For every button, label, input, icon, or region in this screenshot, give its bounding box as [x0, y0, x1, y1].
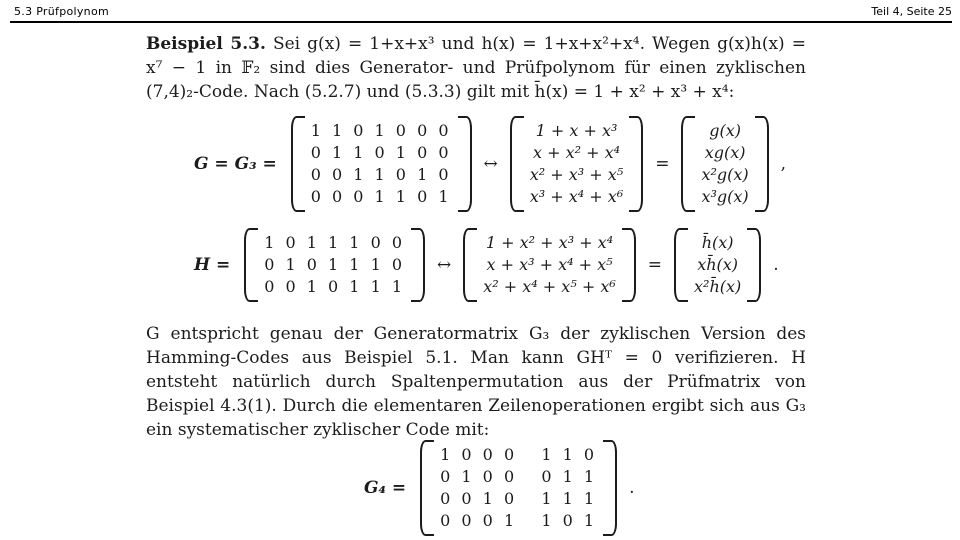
example-label: Beispiel 5.3.: [146, 34, 266, 54]
right-paren: [458, 116, 472, 212]
example-paragraph: [146, 32, 806, 104]
right-paren: [622, 228, 636, 302]
matrix-row: 0 1 0 1 1 1 0: [264, 255, 406, 274]
left-paren: [420, 440, 434, 536]
equation-G4-lhs: G₄ =: [364, 478, 407, 498]
equation-G4: [364, 440, 641, 536]
punctuation: .: [773, 255, 779, 275]
slide-header: [0, 0, 960, 24]
left-paren: [510, 116, 524, 212]
matrix-row: 0 0 1 1 0 1 0: [310, 165, 452, 184]
matrix-row: 0 0 0 1 1 0 1: [440, 511, 598, 530]
matrix-row: x³g(x): [701, 187, 749, 206]
slide-title: 5.3 Prüfpolynom: [14, 5, 109, 18]
right-paren: [747, 228, 761, 302]
matrix-G4: [420, 440, 617, 536]
punctuation: ,: [780, 154, 787, 174]
matrix-row: 1 + x² + x³ + x⁴: [485, 233, 614, 252]
equals-symbol: =: [655, 154, 670, 174]
matrix-row: x³ + x⁴ + x⁶: [529, 187, 624, 206]
punctuation: .: [629, 478, 635, 498]
matrix-row: xh̄(x): [697, 255, 739, 274]
matrix-row: 0 0 0 1 1 0 1: [310, 187, 452, 206]
matrix-H-generator: [674, 228, 761, 302]
equals-symbol: =: [647, 255, 662, 275]
left-paren: [674, 228, 688, 302]
right-paren: [629, 116, 643, 212]
left-paren: [463, 228, 477, 302]
right-paren: [755, 116, 769, 212]
matrix-row: 0 0 1 0 1 1 1: [264, 277, 406, 296]
matrix-row: g(x): [709, 121, 741, 140]
right-paren: [603, 440, 617, 536]
page-indicator: Teil 4, Seite 25: [871, 5, 952, 18]
arrow-symbol: ↔: [483, 154, 498, 174]
matrix-H-binary: [244, 228, 425, 302]
matrix-row: x + x² + x⁴: [532, 143, 621, 162]
matrix-row: xg(x): [704, 143, 746, 162]
matrix-row: 0 1 1 0 1 0 0: [310, 143, 452, 162]
left-paren: [681, 116, 695, 212]
equation-H: [194, 228, 785, 302]
equation-G: [194, 116, 792, 212]
matrix-row: x²h̄(x): [694, 277, 742, 296]
matrix-row: x² + x³ + x⁵: [529, 165, 624, 184]
matrix-row: 0 1 0 0 0 1 1: [440, 467, 598, 486]
matrix-G-polynomial: [510, 116, 643, 212]
matrix-row: 1 0 1 1 1 0 0: [264, 233, 406, 252]
matrix-G-generator: [681, 116, 768, 212]
matrix-row: h̄(x): [701, 233, 734, 252]
matrix-G-binary: [291, 116, 472, 212]
right-paren: [411, 228, 425, 302]
left-paren: [244, 228, 258, 302]
example-text: Sei g(x) = 1+x+x³ und h(x) = 1+x+x²+x⁴. Wegen g(x)h(x) = x⁷ − 1 in 𝔽₂ sind dies Generator- und Prüfpolynom für einen zyklischen (7,4)₂-Code. Nach (5.2.7) und (5.3.3) gilt mit h̄(x) = 1 + x² + x³ + x⁴:: [146, 34, 806, 102]
matrix-row: x + x³ + x⁴ + x⁵: [486, 255, 613, 274]
explanation-paragraph: G entspricht genau der Generatormatrix G₃ der zyklischen Version des Hamming-Codes aus Beispiel 5.1. Man kann GHᵀ = 0 verifizieren. H entsteht natürlich durch Spaltenpermutation aus der Prüfmatrix von Beispiel 4.3(1). Durch die elementaren Zeilenoperationen ergibt sich aus G₃ ein systematischer zyklischer Code mit:: [146, 324, 806, 440]
header-divider: [10, 21, 952, 23]
matrix-row: 1 + x + x³: [535, 121, 618, 140]
matrix-H-polynomial: [463, 228, 635, 302]
equation-G-lhs: G = G₃ =: [194, 154, 277, 174]
left-paren: [291, 116, 305, 212]
matrix-row: 1 0 0 0 1 1 0: [440, 445, 598, 464]
arrow-symbol: ↔: [437, 255, 452, 275]
matrix-row: 0 0 1 0 1 1 1: [440, 489, 598, 508]
matrix-row: x² + x⁴ + x⁵ + x⁶: [483, 277, 616, 296]
matrix-row: x²g(x): [701, 165, 749, 184]
matrix-row: 1 1 0 1 0 0 0: [310, 121, 452, 140]
equation-H-lhs: H =: [194, 255, 231, 275]
